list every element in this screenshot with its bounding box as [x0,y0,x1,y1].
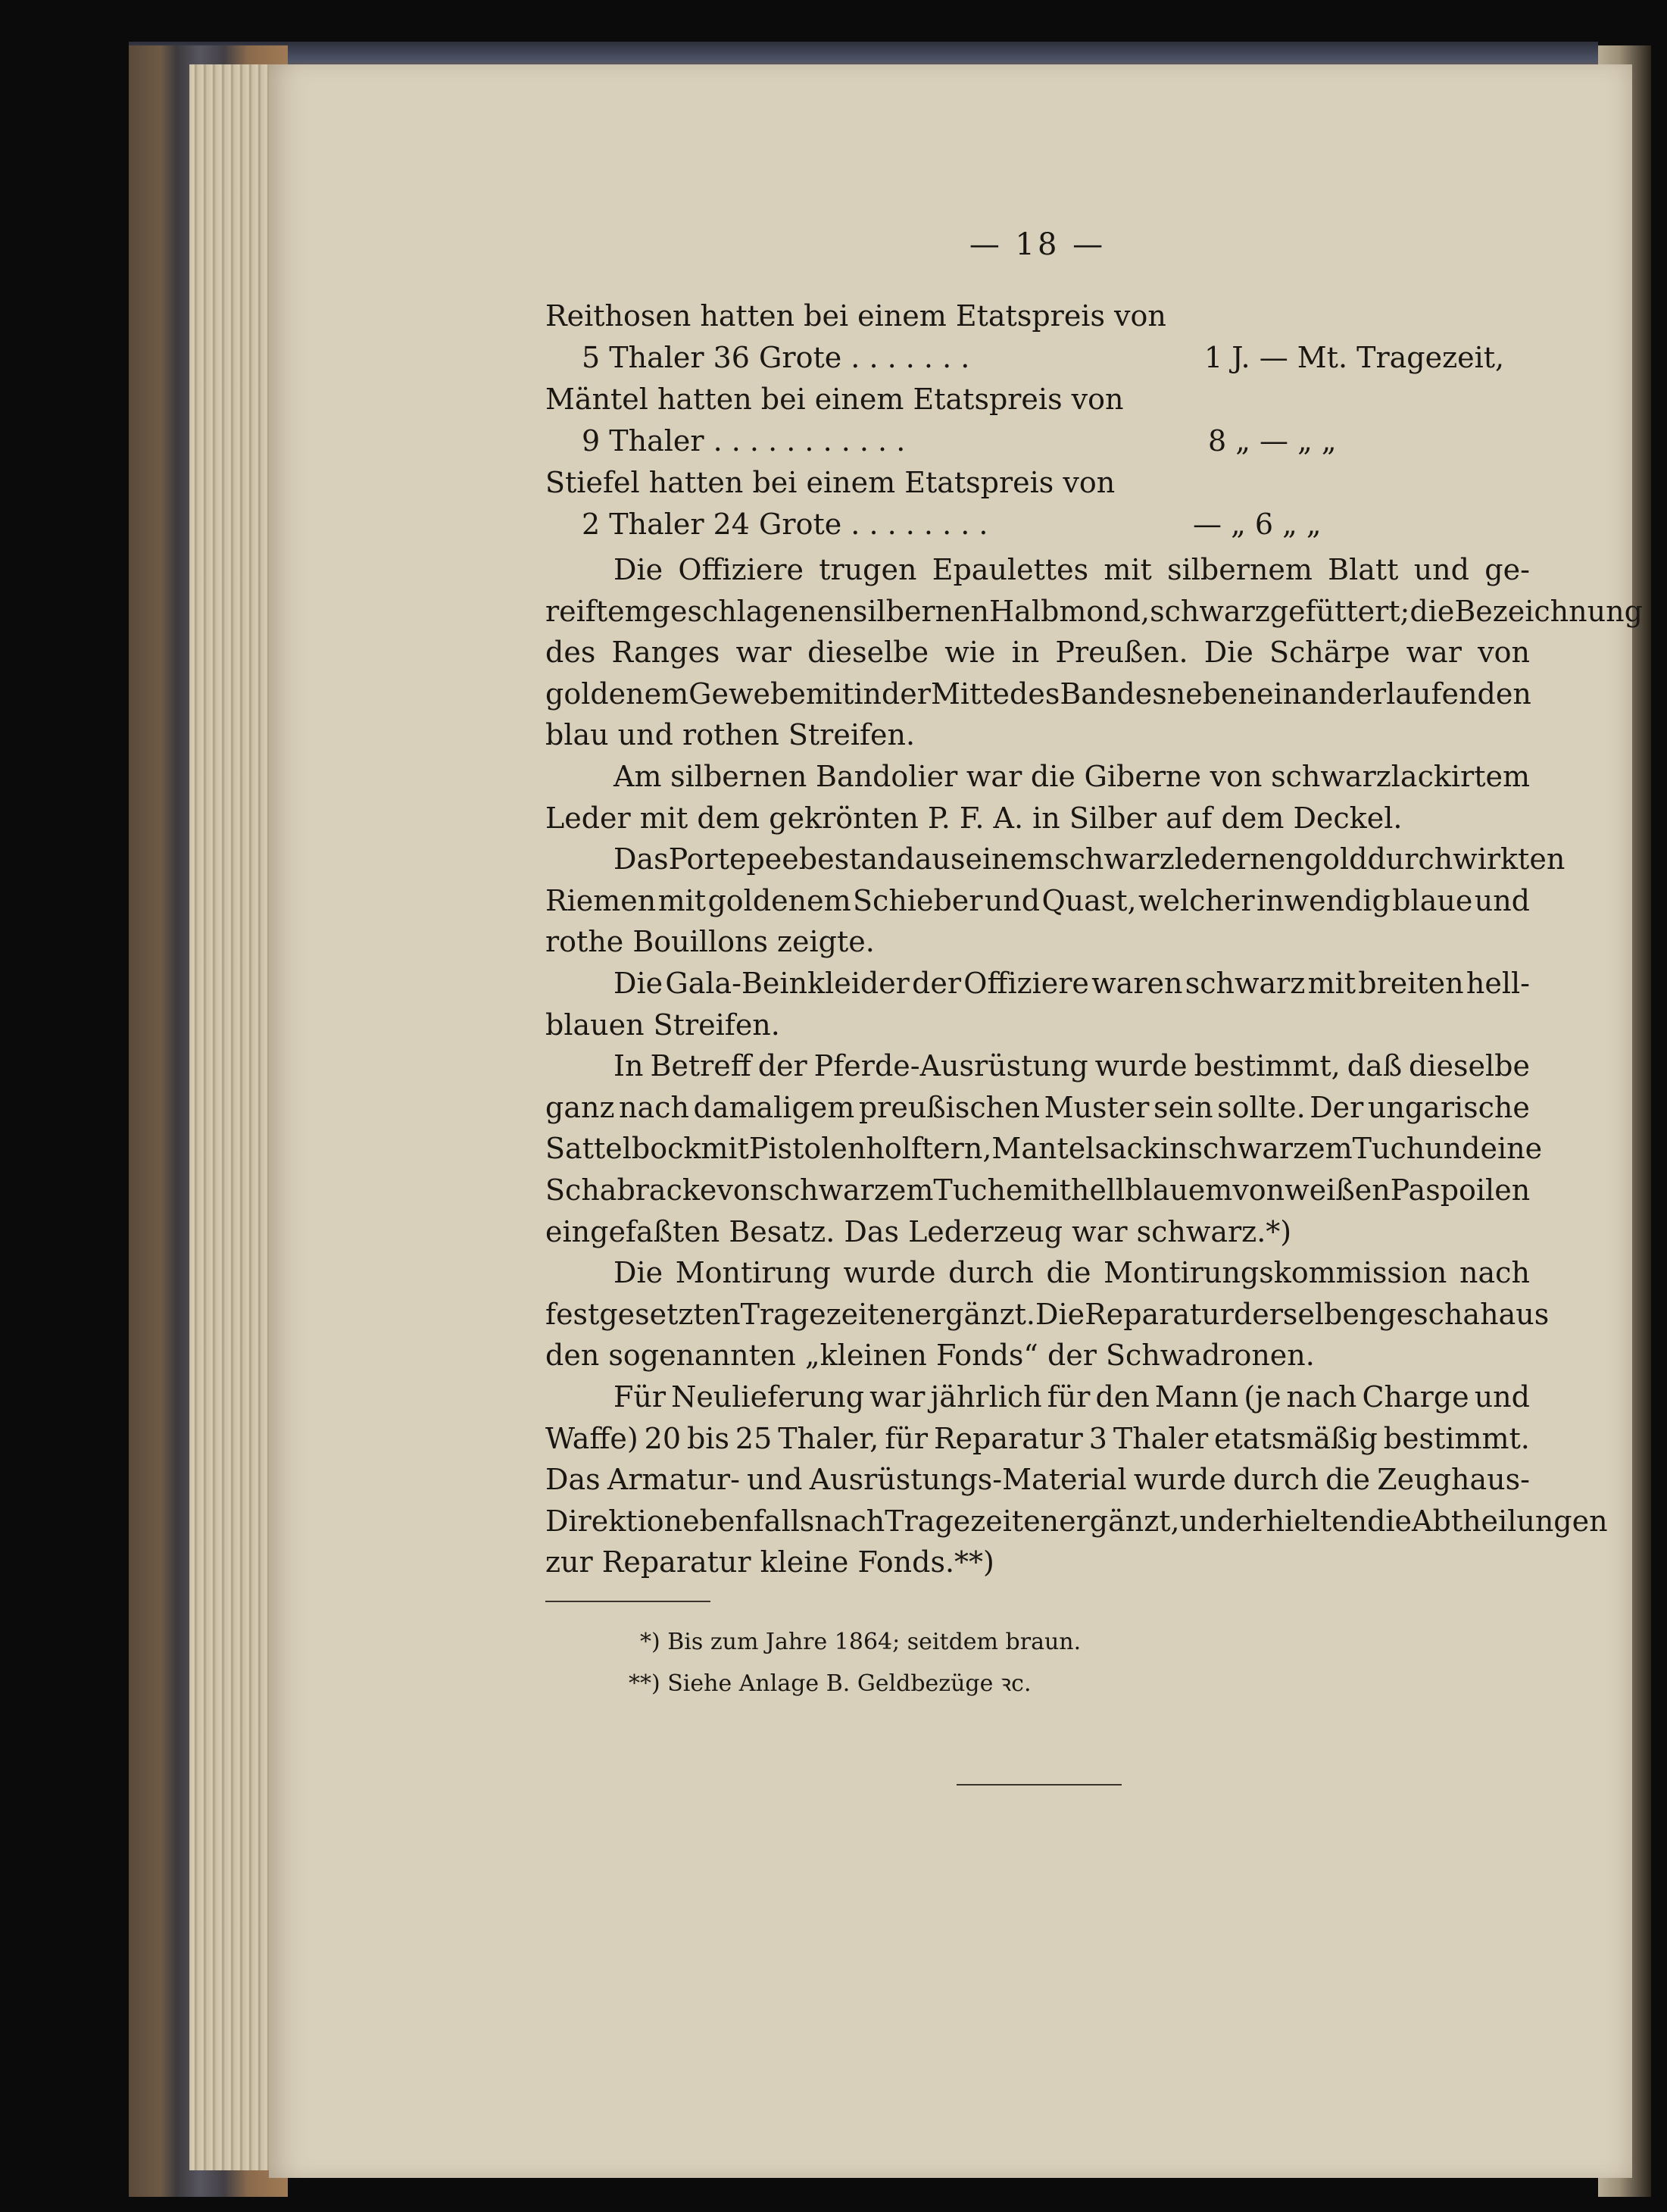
text-line: Direktion ebenfalls nach Tragezeiten ergänzt, und erhielten die Abtheilungen [545,1504,1608,1538]
table-value: 8 „ — „ „ [1208,424,1337,458]
text-line: Die Montirung wurde durch die Montirungskommission nach [613,1256,1530,1290]
text-line: Sattelbock mit Pistolenholftern, Mantelsack in schwarzem Tuch und eine [545,1132,1543,1166]
table-item: 2 Thaler 24 Grote . . . . . . . . [582,508,988,541]
page-leaves [189,64,280,2170]
text-line: Waffe) 20 bis 25 Thaler, für Reparatur 3 Thaler etatsmäßig bestimmt. [545,1421,1530,1455]
text-line: Am silbernen Bandolier war die Giberne von schwarzlackirtem [613,760,1530,793]
text-line: den sogenannten „kleinen Fonds“ der Schwadronen. [545,1339,1315,1373]
table-item: Stiefel hatten bei einem Etatspreis von [545,466,1116,499]
text-line: Für Neulieferung war jährlich für den Mann (je nach Charge und [613,1380,1530,1414]
text-line: reiftem geschlagenen silbernen Halbmond, schwarz gefüttert; die Bezeichnung [545,594,1643,628]
text-line: Die Offiziere trugen Epaulettes mit silbernem Blatt und ge- [613,553,1530,586]
text-line: Das Armatur- und Ausrüstungs-Material wurde durch die Zeughaus- [545,1463,1530,1497]
page-number: — 18 — [969,227,1107,262]
text-line: In Betreff der Pferde-Ausrüstung wurde bestimmt, daß dieselbe [613,1049,1530,1083]
text-line: Das Portepee bestand aus einem schwarzledernen golddurchwirkten [613,842,1566,876]
text-line: rothe Bouillons zeigte. [545,925,875,959]
table-item: 5 Thaler 36 Grote . . . . . . . [582,341,970,374]
end-divider [957,1784,1122,1786]
text-line: Leder mit dem gekrönten P. F. A. in Silber auf dem Deckel. [545,801,1403,835]
table-value: — „ 6 „ „ [1193,508,1322,541]
text-line: blauen Streifen. [545,1008,780,1042]
text-line: des Ranges war dieselbe wie in Preußen. Die Schärpe war von [545,636,1530,670]
text-line: eingefaßten Besatz. Das Lederzeug war schwarz.*) [545,1214,1292,1248]
table-item: 9 Thaler . . . . . . . . . . . [582,424,906,458]
text-line: blau und rothen Streifen. [545,718,916,752]
text-line: Schabracke von schwarzem Tuche mit hellblauem von weißen Paspoilen [545,1173,1531,1207]
text-line: Riemen mit goldenem Schieber und Quast, welcher inwendig blaue und [545,883,1530,917]
table-value: 1 J. — Mt. Tragezeit, [1204,341,1505,374]
footnote: *) Bis zum Jahre 1864; seitdem braun. [640,1629,1082,1655]
text-line: festgesetzten Tragezeiten ergänzt. Die Reparatur derselben geschah aus [545,1297,1550,1331]
footnote-divider [545,1601,710,1602]
text-line: ganz nach damaligem preußischen Muster sein sollte. Der ungarische [545,1090,1530,1124]
text-line: zur Reparatur kleine Fonds.**) [545,1545,994,1579]
text-line: Die Gala-Beinkleider der Offiziere waren schwarz mit breiten hell- [613,967,1530,1000]
table-item: Mäntel hatten bei einem Etatspreis von [545,383,1124,416]
footnote: **) Siehe Anlage B. Geldbezüge ꝛc. [629,1670,1032,1697]
table-item: Reithosen hatten bei einem Etatspreis von [545,299,1166,333]
text-line: goldenem Gewebe mit in der Mitte des Bandes nebeneinanderlaufenden [545,676,1531,711]
